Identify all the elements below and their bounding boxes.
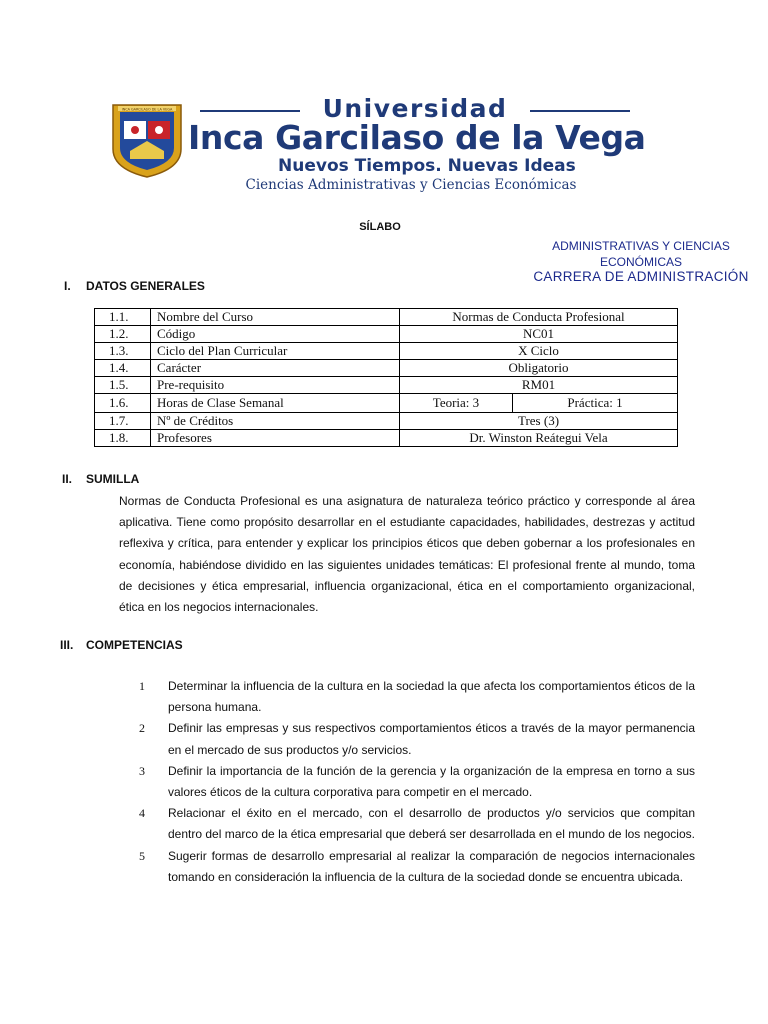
section-title: SUMILLA [86,472,140,486]
row-number: 1.1. [95,309,151,326]
row-value: NC01 [400,326,678,343]
row-value-teoria: Teoria: 3 [400,394,513,413]
list-item-number: 2 [139,721,145,736]
list-item-text: Definir las empresas y sus respectivos comportamientos éticos a través de la mayor permanencia en el mercado de sus productos y/o servicios. [168,721,695,757]
row-label: Horas de Clase Semanal [151,394,400,413]
section-heading-sumilla [62,472,139,486]
faculty-right-label: ADMINISTRATIVAS Y CIENCIAS ECONÓMICAS [552,239,730,269]
row-value: Dr. Winston Reátegui Vela [400,430,678,447]
row-label: Carácter [151,360,400,377]
list-item-text: Sugerir formas de desarrollo empresarial al realizar la comparación de negocios internacionales tomando en consideración la influencia de la cultura de la sociedad donde se encuentra ubicada. [168,848,695,884]
row-value: Tres (3) [400,413,678,430]
document-title: SÍLABO [359,221,401,233]
row-value-practica: Práctica: 1 [513,394,678,413]
list-item [139,718,695,760]
row-value: Normas de Conducta Profesional [400,309,678,326]
sumilla-paragraph: Normas de Conducta Profesional es una asignatura de naturaleza teórico práctico y corresponde al área aplicativa. Tiene como propósito desarrollar en el estudiante capacidades, habilidades, destrezas y actitud reflexiva y crítica, para entender y explicar los principios éticos que deben gobernar a los profesionales en economía, habiéndose dividido en las siguientes unidades temáticas: El profesional frente al mundo, toma de decisiones y ética empresarial, influencia organizacional, ética en el comportamiento organizacional, ética en los negocios internacionales. [119,494,695,615]
section-number: III. [60,638,74,652]
table-row [95,377,678,394]
section-heading-competencias [60,638,183,652]
row-number: 1.8. [95,430,151,447]
university-name: Inca Garcilaso de la Vega [188,118,646,157]
row-number: 1.4. [95,360,151,377]
list-item-number: 5 [139,848,145,863]
row-number: 1.5. [95,377,151,394]
list-item [139,676,695,718]
row-label: Código [151,326,400,343]
competencias-list [139,676,695,888]
row-number: 1.6. [95,394,151,413]
table-row [95,309,678,326]
university-slogan: Nuevos Tiempos. Nuevas Ideas [278,156,576,176]
row-label: Nº de Créditos [151,413,400,430]
list-item [139,803,695,845]
section-title: DATOS GENERALES [86,279,205,293]
row-label: Ciclo del Plan Curricular [151,343,400,360]
faculty-line: Ciencias Administrativas y Ciencias Económicas [245,177,577,193]
row-value: RM01 [400,377,678,394]
logo-rule-left [200,110,300,112]
crest-motto-text: INCA GARCILASO DE LA VEGA [121,107,173,112]
datos-generales-table [94,308,678,447]
table-row [95,360,678,377]
table-row [95,343,678,360]
list-item-number: 4 [139,806,145,821]
section-heading-datos-generales [64,279,205,293]
row-label: Nombre del Curso [151,309,400,326]
table-row [95,430,678,447]
list-item-text: Determinar la influencia de la cultura en la sociedad la que afecta los comportamientos éticos de la persona humana. [168,679,695,715]
career-label: CARRERA DE ADMINISTRACIÓN [533,269,749,284]
row-value: Obligatorio [400,360,678,377]
table-row [95,413,678,430]
row-label: Profesores [151,430,400,447]
section-title: COMPETENCIAS [86,638,183,652]
list-item-number: 1 [139,679,145,693]
row-value: X Ciclo [400,343,678,360]
logo-rule-right [530,110,630,112]
logo-universidad-word: Universidad [322,94,508,123]
table-row [95,394,678,413]
row-number: 1.3. [95,343,151,360]
section-number: II. [62,472,73,486]
row-number: 1.2. [95,326,151,343]
section-number: I. [64,279,71,293]
row-number: 1.7. [95,413,151,430]
list-item-number: 3 [139,763,145,778]
row-label: Pre-requisito [151,377,400,394]
list-item [139,761,695,803]
list-item-text: Definir la importancia de la función de la gerencia y la organización de la empresa en torno a sus valores éticos de la cultura corporativa para competir en el mercado. [168,763,695,800]
table-row [95,326,678,343]
list-item-text: Relacionar el éxito en el mercado, con el desarrollo de productos y/o servicios que compitan dentro del marco de la ética empresarial que deberá ser desarrollada en el mundo de los negocios. [168,806,695,842]
list-item [139,846,695,888]
university-crest-logo [110,99,184,179]
